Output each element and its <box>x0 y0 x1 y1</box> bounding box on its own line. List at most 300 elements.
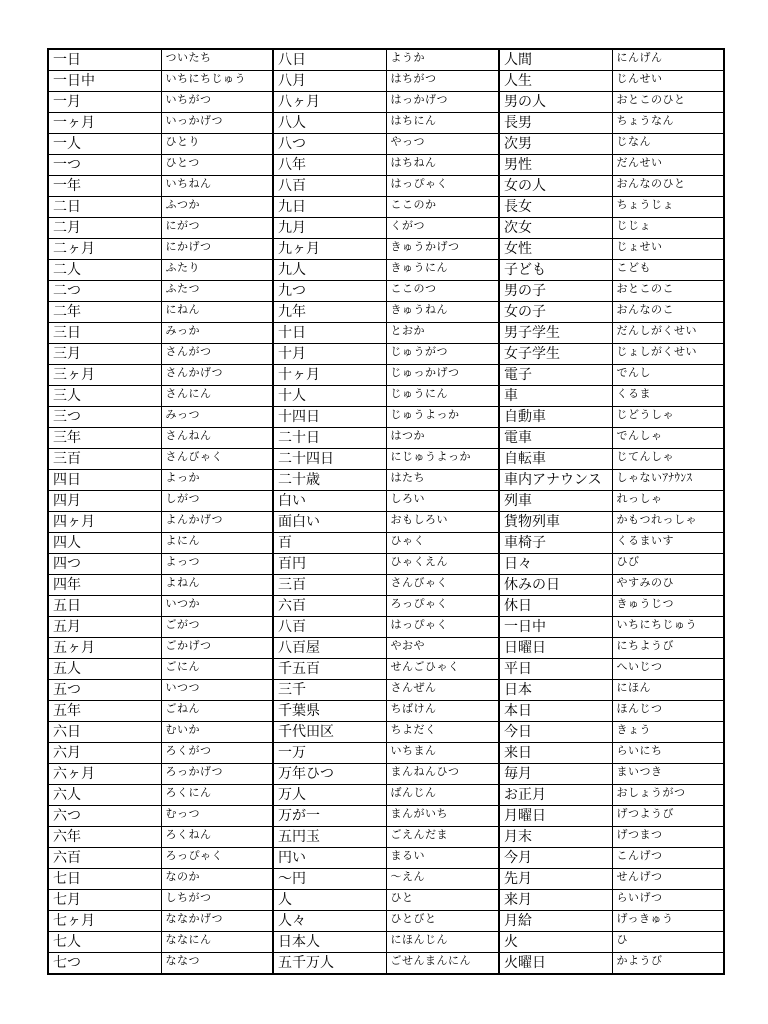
table-cell-kanji: 四日 <box>48 470 161 491</box>
table-cell-kanji: 毎月 <box>499 764 612 785</box>
table-cell-kanji: 五日 <box>48 596 161 617</box>
table-cell-reading: おとこのこ <box>612 281 724 302</box>
table-cell-reading: へいじつ <box>612 659 724 680</box>
table-cell-reading: ごえんだま <box>386 827 499 848</box>
table-row <box>48 848 724 869</box>
table-cell-kanji: 万が一 <box>273 806 386 827</box>
table-cell-kanji: 七つ <box>48 953 161 975</box>
table-cell-kanji: 人生 <box>499 71 612 92</box>
table-cell-reading: さんねん <box>161 428 273 449</box>
table-cell-reading: だんしがくせい <box>612 323 724 344</box>
table-cell-kanji: 十四日 <box>273 407 386 428</box>
table-cell-reading: くがつ <box>386 218 499 239</box>
table-cell-kanji: 四人 <box>48 533 161 554</box>
table-cell-reading: しがつ <box>161 491 273 512</box>
table-cell-reading: よねん <box>161 575 273 596</box>
table-cell-reading: ちょうじょ <box>612 197 724 218</box>
table-cell-kanji: 長男 <box>499 113 612 134</box>
table-cell-reading: いっかげつ <box>161 113 273 134</box>
table-cell-reading: まるい <box>386 848 499 869</box>
table-cell-reading: ひとつ <box>161 155 273 176</box>
table-cell-reading: きゅうにん <box>386 260 499 281</box>
table-cell-kanji: 月末 <box>499 827 612 848</box>
table-cell-reading: ちばけん <box>386 701 499 722</box>
table-cell-reading: にがつ <box>161 218 273 239</box>
table-cell-reading: おしょうがつ <box>612 785 724 806</box>
table-cell-reading: にじゅうよっか <box>386 449 499 470</box>
table-cell-kanji: 月給 <box>499 911 612 932</box>
table-cell-kanji: 九ヶ月 <box>273 239 386 260</box>
table-cell-reading: せんげつ <box>612 869 724 890</box>
table-cell-reading: きゅうねん <box>386 302 499 323</box>
table-row <box>48 743 724 764</box>
table-cell-reading: さんぜん <box>386 680 499 701</box>
table-cell-reading: ここのつ <box>386 281 499 302</box>
table-cell-kanji: 一日中 <box>48 71 161 92</box>
table-cell-kanji: 六ヶ月 <box>48 764 161 785</box>
table-cell-reading: じゅうがつ <box>386 344 499 365</box>
table-cell-kanji: 三日 <box>48 323 161 344</box>
table-cell-kanji: 月曜日 <box>499 806 612 827</box>
table-cell-reading: さんびゃく <box>161 449 273 470</box>
table-cell-reading: ふたり <box>161 260 273 281</box>
table-cell-reading: しちがつ <box>161 890 273 911</box>
table-row <box>48 701 724 722</box>
table-cell-kanji: 今月 <box>499 848 612 869</box>
table-cell-reading: いつつ <box>161 680 273 701</box>
table-cell-reading: じじょ <box>612 218 724 239</box>
table-cell-kanji: 五千万人 <box>273 953 386 975</box>
table-row <box>48 596 724 617</box>
table-cell-kanji: お正月 <box>499 785 612 806</box>
table-cell-kanji: 日曜日 <box>499 638 612 659</box>
table-cell-reading: じてんしゃ <box>612 449 724 470</box>
table-cell-kanji: 男子学生 <box>499 323 612 344</box>
table-cell-reading: はっかげつ <box>386 92 499 113</box>
table-cell-kanji: 一月 <box>48 92 161 113</box>
table-cell-kanji: 三百 <box>273 575 386 596</box>
table-cell-kanji: 五つ <box>48 680 161 701</box>
table-cell-reading: まんがいち <box>386 806 499 827</box>
table-cell-reading: さんにん <box>161 386 273 407</box>
table-cell-reading: ろっぴゃく <box>386 596 499 617</box>
table-cell-kanji: 三ヶ月 <box>48 365 161 386</box>
table-cell-kanji: 日本 <box>499 680 612 701</box>
table-cell-reading: よにん <box>161 533 273 554</box>
table-row <box>48 617 724 638</box>
table-cell-reading: しろい <box>386 491 499 512</box>
table-cell-reading: じょせい <box>612 239 724 260</box>
table-cell-kanji: 一つ <box>48 155 161 176</box>
table-cell-kanji: 人々 <box>273 911 386 932</box>
table-cell-reading: いちがつ <box>161 92 273 113</box>
table-cell-kanji: 先月 <box>499 869 612 890</box>
table-row <box>48 281 724 302</box>
table-cell-kanji: 八つ <box>273 134 386 155</box>
table-cell-kanji: 電子 <box>499 365 612 386</box>
table-cell-kanji: 六人 <box>48 785 161 806</box>
table-cell-reading: じどうしゃ <box>612 407 724 428</box>
table-cell-kanji: 休みの日 <box>499 575 612 596</box>
table-cell-reading: いちにちじゅう <box>612 617 724 638</box>
table-cell-kanji: 円い <box>273 848 386 869</box>
table-cell-reading: はっぴゃく <box>386 176 499 197</box>
table-row <box>48 449 724 470</box>
table-cell-reading: じなん <box>612 134 724 155</box>
table-cell-reading: やっつ <box>386 134 499 155</box>
table-cell-kanji: 次男 <box>499 134 612 155</box>
table-cell-kanji: 千五百 <box>273 659 386 680</box>
table-row <box>48 533 724 554</box>
table-cell-kanji: 万年ひつ <box>273 764 386 785</box>
table-cell-reading: ごせんまんにん <box>386 953 499 975</box>
table-cell-reading: くるま <box>612 386 724 407</box>
table-cell-reading: じんせい <box>612 71 724 92</box>
table-cell-kanji: 電車 <box>499 428 612 449</box>
table-cell-reading: ろくにん <box>161 785 273 806</box>
table-cell-reading: はっぴゃく <box>386 617 499 638</box>
table-cell-kanji: 八日 <box>273 49 386 71</box>
table-cell-reading: まいつき <box>612 764 724 785</box>
table-cell-kanji: 九年 <box>273 302 386 323</box>
table-cell-reading: ここのか <box>386 197 499 218</box>
table-row <box>48 92 724 113</box>
table-row <box>48 323 724 344</box>
table-cell-kanji: 四つ <box>48 554 161 575</box>
table-cell-reading: ひとびと <box>386 911 499 932</box>
table-cell-kanji: 七日 <box>48 869 161 890</box>
table-cell-kanji: 人間 <box>499 49 612 71</box>
table-cell-kanji: 今日 <box>499 722 612 743</box>
table-cell-reading: ふつか <box>161 197 273 218</box>
table-cell-kanji: 八百屋 <box>273 638 386 659</box>
table-cell-kanji: 女性 <box>499 239 612 260</box>
table-cell-kanji: 一日 <box>48 49 161 71</box>
table-cell-kanji: 一日中 <box>499 617 612 638</box>
table-cell-reading: ひび <box>612 554 724 575</box>
table-cell-kanji: 三人 <box>48 386 161 407</box>
table-cell-kanji: 八人 <box>273 113 386 134</box>
table-cell-kanji: 二十日 <box>273 428 386 449</box>
table-row <box>48 869 724 890</box>
table-cell-reading: ちょうなん <box>612 113 724 134</box>
table-cell-kanji: 八ヶ月 <box>273 92 386 113</box>
table-cell-kanji: 二日 <box>48 197 161 218</box>
table-cell-kanji: 五年 <box>48 701 161 722</box>
table-cell-reading: ごねん <box>161 701 273 722</box>
table-cell-kanji: 車 <box>499 386 612 407</box>
table-cell-kanji: 九日 <box>273 197 386 218</box>
table-cell-reading: れっしゃ <box>612 491 724 512</box>
table-cell-reading: らいにち <box>612 743 724 764</box>
table-cell-reading: ごにん <box>161 659 273 680</box>
table-cell-reading: さんびゃく <box>386 575 499 596</box>
table-cell-reading: じゅうにん <box>386 386 499 407</box>
table-cell-reading: らいげつ <box>612 890 724 911</box>
table-row <box>48 176 724 197</box>
table-cell-reading: さんかげつ <box>161 365 273 386</box>
table-row <box>48 134 724 155</box>
table-cell-reading: ごがつ <box>161 617 273 638</box>
table-cell-reading: ひゃく <box>386 533 499 554</box>
table-cell-kanji: 七月 <box>48 890 161 911</box>
table-cell-kanji: 三月 <box>48 344 161 365</box>
table-cell-kanji: 千葉県 <box>273 701 386 722</box>
table-row <box>48 49 724 71</box>
table-cell-reading: よっつ <box>161 554 273 575</box>
table-cell-kanji: 五円玉 <box>273 827 386 848</box>
table-cell-reading: げつようび <box>612 806 724 827</box>
table-cell-kanji: 二人 <box>48 260 161 281</box>
table-cell-reading: いちまん <box>386 743 499 764</box>
table-cell-kanji: 九人 <box>273 260 386 281</box>
table-cell-reading: はつか <box>386 428 499 449</box>
table-cell-kanji: 車椅子 <box>499 533 612 554</box>
table-row <box>48 932 724 953</box>
table-cell-kanji: 次女 <box>499 218 612 239</box>
table-cell-kanji: 二十四日 <box>273 449 386 470</box>
table-cell-kanji: 二月 <box>48 218 161 239</box>
table-cell-kanji: 三年 <box>48 428 161 449</box>
table-cell-kanji: 白い <box>273 491 386 512</box>
table-cell-kanji: 面白い <box>273 512 386 533</box>
table-row <box>48 260 724 281</box>
table-cell-reading: いちにちじゅう <box>161 71 273 92</box>
table-cell-reading: よんかげつ <box>161 512 273 533</box>
table-cell-kanji: 八百 <box>273 176 386 197</box>
table-cell-reading: ひと <box>386 890 499 911</box>
table-cell-kanji: 貨物列車 <box>499 512 612 533</box>
table-cell-reading: ひとり <box>161 134 273 155</box>
table-cell-kanji: 三百 <box>48 449 161 470</box>
table-cell-reading: じゅっかげつ <box>386 365 499 386</box>
table-cell-kanji: 四ヶ月 <box>48 512 161 533</box>
table-cell-kanji: 八年 <box>273 155 386 176</box>
table-cell-reading: やすみのひ <box>612 575 724 596</box>
table-cell-reading: せんごひゃく <box>386 659 499 680</box>
table-cell-reading: ろくねん <box>161 827 273 848</box>
table-row <box>48 827 724 848</box>
table-cell-reading: ななかげつ <box>161 911 273 932</box>
table-cell-reading: げっきゅう <box>612 911 724 932</box>
table-cell-kanji: 男の人 <box>499 92 612 113</box>
table-cell-reading: みっつ <box>161 407 273 428</box>
table-cell-kanji: 八百 <box>273 617 386 638</box>
table-row <box>48 953 724 975</box>
table-cell-reading: きゅうかげつ <box>386 239 499 260</box>
table-cell-kanji: 長女 <box>499 197 612 218</box>
table-cell-kanji: 四月 <box>48 491 161 512</box>
table-cell-kanji: 六年 <box>48 827 161 848</box>
table-cell-kanji: 七人 <box>48 932 161 953</box>
table-cell-reading: みっか <box>161 323 273 344</box>
table-row <box>48 407 724 428</box>
table-cell-reading: さんがつ <box>161 344 273 365</box>
table-cell-reading: はたち <box>386 470 499 491</box>
table-row <box>48 218 724 239</box>
table-cell-kanji: 火 <box>499 932 612 953</box>
table-cell-reading: はちにん <box>386 113 499 134</box>
table-cell-reading: ～えん <box>386 869 499 890</box>
table-cell-reading: むっつ <box>161 806 273 827</box>
table-row <box>48 554 724 575</box>
table-cell-reading: ひゃくえん <box>386 554 499 575</box>
table-row <box>48 890 724 911</box>
table-cell-kanji: 女の子 <box>499 302 612 323</box>
table-cell-kanji: 九つ <box>273 281 386 302</box>
table-cell-kanji: 二つ <box>48 281 161 302</box>
table-cell-reading: ついたち <box>161 49 273 71</box>
table-cell-reading: ひ <box>612 932 724 953</box>
table-cell-reading: にほんじん <box>386 932 499 953</box>
table-cell-kanji: 六百 <box>48 848 161 869</box>
table-cell-reading: おとこのひと <box>612 92 724 113</box>
table-cell-reading: かようび <box>612 953 724 975</box>
table-cell-reading: にねん <box>161 302 273 323</box>
table-cell-kanji: 四年 <box>48 575 161 596</box>
table-cell-reading: ななつ <box>161 953 273 975</box>
vocabulary-table-body <box>48 49 724 974</box>
table-cell-kanji: 三つ <box>48 407 161 428</box>
table-cell-reading: よっか <box>161 470 273 491</box>
table-cell-kanji: 八月 <box>273 71 386 92</box>
table-cell-kanji: 休日 <box>499 596 612 617</box>
table-cell-reading: ようか <box>386 49 499 71</box>
table-cell-reading: ちよだく <box>386 722 499 743</box>
table-cell-kanji: 千代田区 <box>273 722 386 743</box>
table-cell-kanji: 二ヶ月 <box>48 239 161 260</box>
table-cell-reading: きゅうじつ <box>612 596 724 617</box>
table-cell-reading: ふたつ <box>161 281 273 302</box>
table-cell-reading: ごかげつ <box>161 638 273 659</box>
table-cell-reading: いちねん <box>161 176 273 197</box>
table-cell-kanji: 五人 <box>48 659 161 680</box>
table-cell-kanji: 十人 <box>273 386 386 407</box>
table-row <box>48 386 724 407</box>
table-cell-kanji: 一万 <box>273 743 386 764</box>
table-cell-reading: いつか <box>161 596 273 617</box>
table-cell-kanji: 火曜日 <box>499 953 612 975</box>
table-cell-kanji: 百円 <box>273 554 386 575</box>
table-cell-reading: ばんじん <box>386 785 499 806</box>
table-cell-kanji: 六日 <box>48 722 161 743</box>
table-cell-reading: やおや <box>386 638 499 659</box>
table-cell-kanji: 日々 <box>499 554 612 575</box>
table-cell-kanji: 六月 <box>48 743 161 764</box>
table-cell-reading: なのか <box>161 869 273 890</box>
table-row <box>48 512 724 533</box>
table-cell-kanji: 一人 <box>48 134 161 155</box>
table-row <box>48 197 724 218</box>
table-cell-kanji: 来月 <box>499 890 612 911</box>
table-row <box>48 722 724 743</box>
table-cell-kanji: 本日 <box>499 701 612 722</box>
table-cell-reading: むいか <box>161 722 273 743</box>
table-cell-kanji: 平日 <box>499 659 612 680</box>
table-row <box>48 680 724 701</box>
table-cell-kanji: 女の人 <box>499 176 612 197</box>
table-cell-kanji: 自動車 <box>499 407 612 428</box>
table-row <box>48 638 724 659</box>
table-cell-kanji: 七ヶ月 <box>48 911 161 932</box>
table-cell-kanji: 万人 <box>273 785 386 806</box>
table-cell-reading: でんしゃ <box>612 428 724 449</box>
table-row <box>48 575 724 596</box>
table-cell-reading: じょしがくせい <box>612 344 724 365</box>
table-cell-kanji: 人 <box>273 890 386 911</box>
table-cell-kanji: 自転車 <box>499 449 612 470</box>
table-cell-kanji: 来日 <box>499 743 612 764</box>
table-cell-kanji: 男の子 <box>499 281 612 302</box>
table-cell-kanji: 五月 <box>48 617 161 638</box>
table-cell-kanji: 六つ <box>48 806 161 827</box>
table-cell-kanji: 女子学生 <box>499 344 612 365</box>
table-cell-reading: ほんじつ <box>612 701 724 722</box>
table-cell-kanji: 男性 <box>499 155 612 176</box>
table-cell-kanji: 十ヶ月 <box>273 365 386 386</box>
table-cell-reading: くるまいす <box>612 533 724 554</box>
table-row <box>48 911 724 932</box>
table-cell-kanji: 三千 <box>273 680 386 701</box>
table-row <box>48 302 724 323</box>
table-cell-kanji: 日本人 <box>273 932 386 953</box>
table-row <box>48 659 724 680</box>
table-cell-kanji: 子ども <box>499 260 612 281</box>
table-cell-reading: だんせい <box>612 155 724 176</box>
table-cell-reading: おんなのこ <box>612 302 724 323</box>
table-cell-reading: かもつれっしゃ <box>612 512 724 533</box>
table-cell-reading: はちねん <box>386 155 499 176</box>
table-row <box>48 764 724 785</box>
table-row <box>48 806 724 827</box>
table-cell-kanji: 九月 <box>273 218 386 239</box>
table-cell-reading: にちようび <box>612 638 724 659</box>
table-cell-reading: こども <box>612 260 724 281</box>
table-cell-reading: げつまつ <box>612 827 724 848</box>
table-cell-reading: きょう <box>612 722 724 743</box>
table-cell-kanji: 十月 <box>273 344 386 365</box>
table-cell-kanji: ～円 <box>273 869 386 890</box>
table-cell-reading: とおか <box>386 323 499 344</box>
table-row <box>48 491 724 512</box>
table-cell-reading: ろっぴゃく <box>161 848 273 869</box>
table-cell-kanji: 車内アナウンス <box>499 470 612 491</box>
table-cell-reading: にんげん <box>612 49 724 71</box>
table-row <box>48 470 724 491</box>
table-cell-kanji: 二十歳 <box>273 470 386 491</box>
table-cell-reading: しゃないｱﾅｳﾝｽ <box>612 470 724 491</box>
table-cell-reading: おもしろい <box>386 512 499 533</box>
table-row <box>48 113 724 134</box>
table-cell-reading: こんげつ <box>612 848 724 869</box>
table-row <box>48 344 724 365</box>
table-row <box>48 785 724 806</box>
vocabulary-table <box>47 48 725 975</box>
table-cell-reading: じゅうよっか <box>386 407 499 428</box>
table-cell-reading: はちがつ <box>386 71 499 92</box>
table-cell-reading: ななにん <box>161 932 273 953</box>
table-cell-reading: おんなのひと <box>612 176 724 197</box>
table-row <box>48 365 724 386</box>
table-cell-kanji: 二年 <box>48 302 161 323</box>
table-cell-reading: でんし <box>612 365 724 386</box>
table-cell-kanji: 五ヶ月 <box>48 638 161 659</box>
table-cell-reading: ろっかげつ <box>161 764 273 785</box>
table-cell-kanji: 十日 <box>273 323 386 344</box>
table-row <box>48 155 724 176</box>
table-row <box>48 239 724 260</box>
table-cell-kanji: 百 <box>273 533 386 554</box>
